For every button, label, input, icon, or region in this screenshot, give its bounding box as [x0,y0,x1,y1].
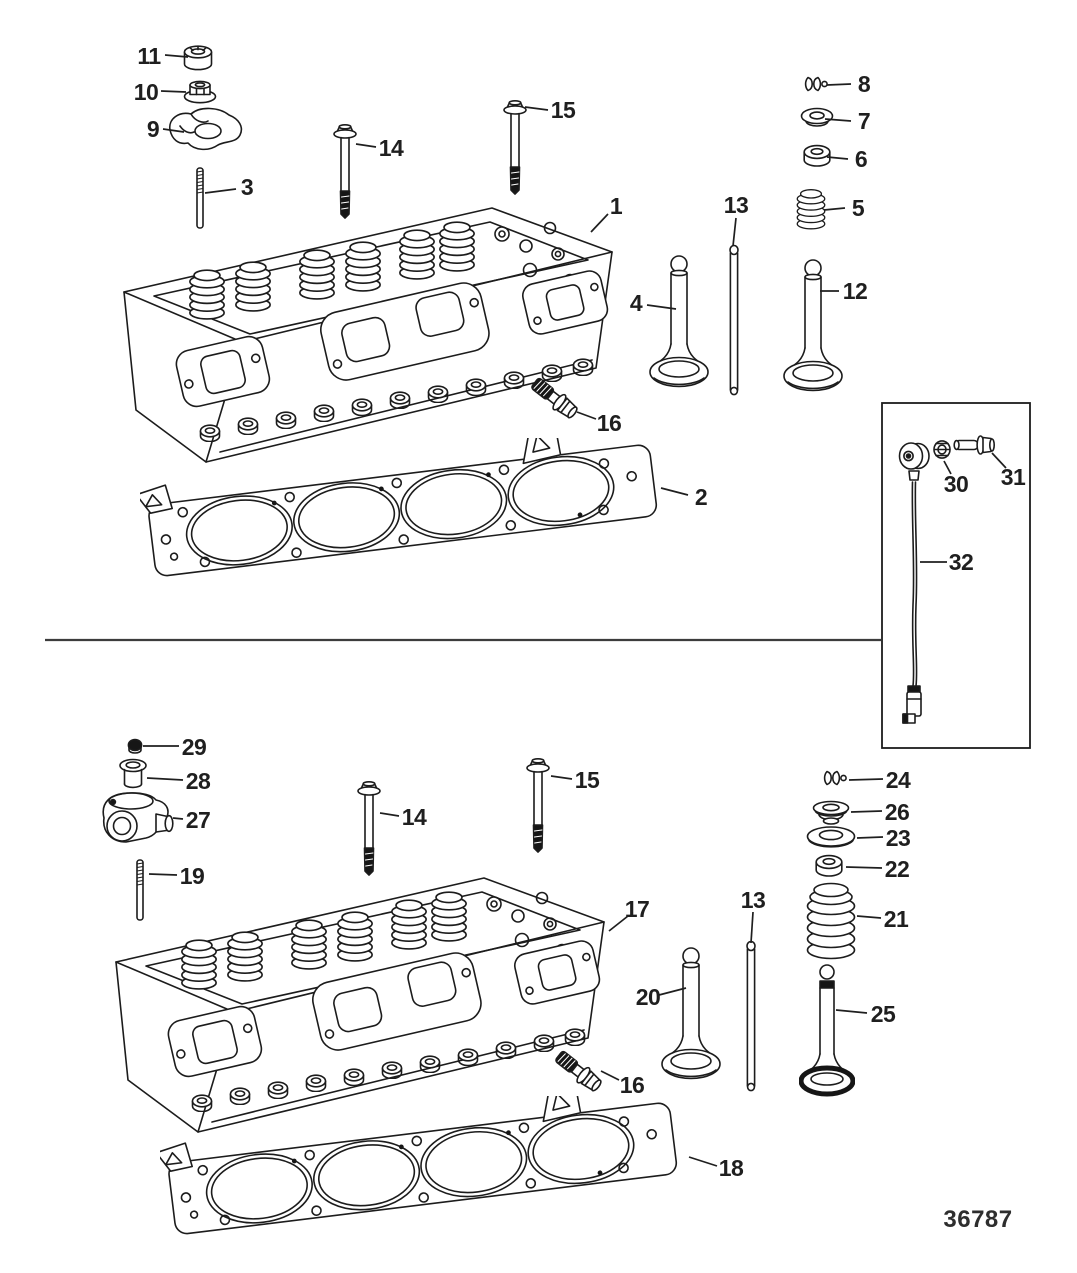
callout-push-rod-stbd-leader [751,912,753,943]
callout-spring-cap-rotator-label: 23 [885,825,911,851]
callout-cylinder-head-port-label: 1 [609,193,623,219]
part-intake-valve-20 [662,948,720,1079]
part-rocker-arm-9 [170,108,242,149]
part-stud-19 [137,860,143,920]
part-spring-21 [808,884,855,959]
callout-head-gasket-stbd-leader [689,1157,717,1166]
callout-cylinder-head-port-leader [591,214,608,232]
callout-sensor-nut-label: 30 [943,471,969,497]
callout-stud-bolt-stbd-label: 16 [619,1072,645,1098]
callout-rocker-pivot-label: 28 [185,768,211,794]
callout-valve-spring-stbd-label: 21 [883,906,909,932]
callout-sensor-screw-label: 31 [1000,464,1026,490]
callout-valve-keepers-port-leader [827,84,851,85]
figure-number: 36787 [943,1206,1013,1233]
callout-spring-retainer-port-label: 7 [857,108,871,134]
part-retainer-7 [802,109,833,127]
callout-spring-retainer-stbd-label: 26 [884,799,910,825]
part-sensor-nut-30 [934,441,950,458]
callout-valve-keepers-port-label: 8 [857,71,871,97]
callout-head-bolt-long-stbd-label: 14 [401,804,427,830]
part-exhaust-valve-25 [801,965,853,1094]
callout-valve-keepers-stbd-leader [849,779,883,780]
callout-head-bolt-long-port-leader [356,144,376,147]
part-cap-nut-29 [128,740,141,753]
callout-intake-valve-stbd-leader [659,988,686,995]
callout-push-rod-port-label: 13 [723,192,749,218]
callout-head-bolt-long-port-label: 14 [378,135,404,161]
callout-push-rod-stbd-label: 13 [740,887,766,913]
callout-rocker-arm-stud-port-label: 3 [240,174,254,200]
part-stud-3 [197,168,203,228]
callout-valve-stem-seal-stbd-label: 22 [884,856,910,882]
callout-head-bolt-port-label: 15 [550,97,576,123]
part-bolt-15-top [504,101,526,194]
callout-rocker-arm-ball-nut-leader [161,91,186,92]
callout-exhaust-valve-stbd-label: 25 [870,1001,896,1027]
part-lock-nut-11 [185,46,212,69]
callout-head-bolt-port-leader [525,107,548,110]
callout-stud-bolt-port-leader [577,412,596,419]
part-pivot-28 [120,760,146,788]
callout-rocker-arm-stud-port-leader [205,189,236,193]
callout-valve-spring-port-leader [824,208,845,210]
callout-exhaust-valve-stbd-leader [836,1010,867,1013]
callout-rocker-arm-stud-stbd-leader [149,874,177,875]
callout-rocker-arm-stbd-leader [173,818,183,819]
callout-spring-retainer-stbd-leader [851,811,882,812]
callout-head-gasket-port-leader [661,488,688,495]
callout-head-gasket-stbd-label: 18 [718,1155,744,1181]
part-spring-cap-23 [808,827,855,847]
callout-valve-stem-seal-port-label: 6 [854,146,868,172]
callout-rocker-nut-cap-label: 29 [181,734,207,760]
part-intake-valve-4 [650,256,708,387]
part-stud-bolt-16-top [529,376,580,422]
callout-knock-sensor-label: 32 [948,549,974,575]
part-cylinder-head-port [124,208,612,462]
callout-head-bolt-long-stbd-leader [380,813,399,816]
callout-intake-valve-port-label: 4 [629,290,643,316]
callout-stud-bolt-stbd-leader [601,1071,619,1080]
callout-stud-bolt-port-label: 16 [596,410,622,436]
part-bolt-14-top [334,125,356,218]
callout-rocker-arm-port-label: 9 [146,116,160,142]
callout-intake-valve-stbd-label: 20 [635,984,661,1010]
part-stud-bolt-16-bottom [553,1049,604,1095]
part-spring-5 [797,190,825,229]
callout-rocker-pivot-leader [147,778,183,780]
callout-exhaust-valve-port-label: 12 [842,278,868,304]
callout-rocker-arm-ball-nut-label: 10 [133,79,159,105]
callout-head-bolt-stbd-leader [551,776,572,779]
part-pushrod-13-bottom [747,942,755,1091]
callout-rocker-arm-stbd-label: 27 [185,807,211,833]
part-seal-6 [804,146,830,166]
callout-valve-stem-seal-stbd-leader [846,867,882,868]
part-seal-22 [816,856,842,876]
part-ball-nut-10 [185,81,216,102]
callout-push-rod-port-leader [733,218,736,246]
callout-valve-spring-stbd-leader [857,916,881,918]
part-bolt-14-bottom [358,782,380,875]
callout-spring-cap-rotator-leader [857,837,883,838]
callout-head-bolt-stbd-label: 15 [574,767,600,793]
part-rocker-arm-27 [103,793,173,842]
part-pushrod-13-top [730,246,738,395]
callout-valve-keepers-stbd-label: 24 [885,767,911,793]
part-retainer-26 [814,802,849,825]
part-keepers-24 [825,772,847,785]
callout-head-gasket-port-label: 2 [694,484,708,510]
part-keepers-8 [806,78,828,91]
callout-cylinder-head-stbd-label: 17 [624,896,650,922]
callout-rocker-arm-stud-stbd-label: 19 [179,863,205,889]
callout-valve-spring-port-label: 5 [851,195,865,221]
callout-rocker-arm-lock-nut-label: 11 [137,43,161,69]
part-cylinder-head-stbd [116,878,604,1132]
part-exhaust-valve-12 [784,260,842,391]
part-bolt-15-bottom [527,759,549,852]
